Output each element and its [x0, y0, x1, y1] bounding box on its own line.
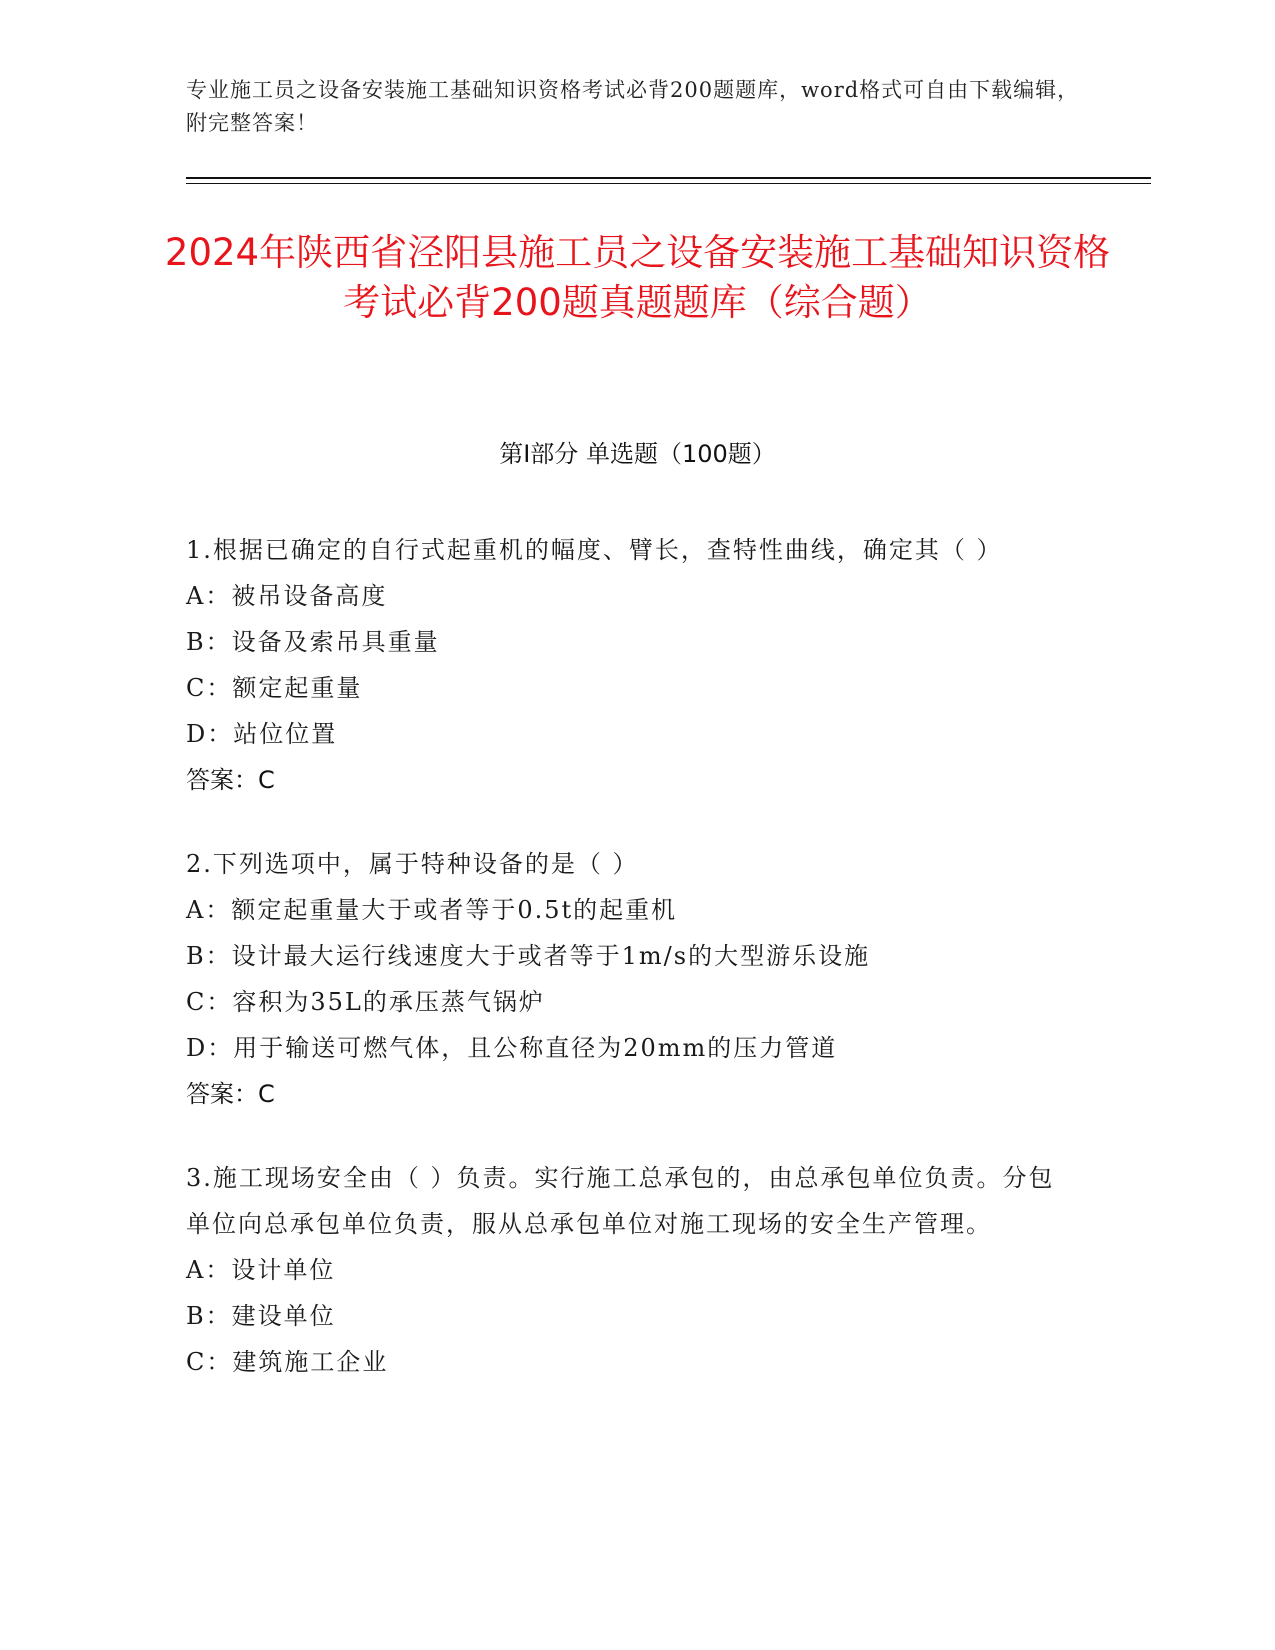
question-stem: 1.根据已确定的自行式起重机的幅度、臂长，查特性曲线，确定其（ ） [186, 536, 1003, 564]
question-3 [186, 1155, 1076, 1385]
option-d: D：用于输送可燃气体，且公称直径为20mm的压力管道 [186, 1034, 838, 1062]
question-stem: 2.下列选项中，属于特种设备的是（ ） [186, 850, 639, 878]
option-c: C：额定起重量 [186, 674, 363, 702]
option-b: B：设备及索吊具重量 [186, 628, 440, 656]
option-a: A：额定起重量大于或者等于0.5t的起重机 [186, 896, 678, 924]
question-stem: 3.施工现场安全由（ ）负责。实行施工总承包的，由总承包单位负责。分包单位向总承包单位负责，服从总承包单位对施工现场的安全生产管理。 [186, 1164, 1055, 1238]
question-2 [186, 841, 1076, 1117]
section-heading: 第I部分 单选题（100题） [499, 440, 776, 468]
answer: 答案：C [186, 766, 275, 794]
option-c: C：容积为35L的承压蒸气锅炉 [186, 988, 545, 1016]
header-note: 专业施工员之设备安装施工基础知识资格考试必背200题题库，word格式可自由下载编辑，附完整答案！ [186, 78, 1080, 135]
question-list [186, 527, 1076, 1423]
option-b: B：设计最大运行线速度大于或者等于1m/s的大型游乐设施 [186, 942, 871, 970]
question-1 [186, 527, 1076, 803]
header-rule-thin [186, 183, 1151, 184]
option-d: D：站位位置 [186, 720, 338, 748]
answer: 答案：C [186, 1080, 275, 1108]
option-a: A：设计单位 [186, 1256, 336, 1284]
option-a: A：被吊设备高度 [186, 582, 388, 610]
document-title: 2024年陕西省泾阳县施工员之设备安装施工基础知识资格考试必背200题真题题库（综合题） [164, 231, 1111, 324]
option-b: B：建设单位 [186, 1302, 336, 1330]
header-rule-thick [186, 177, 1151, 179]
option-c: C：建筑施工企业 [186, 1348, 389, 1376]
